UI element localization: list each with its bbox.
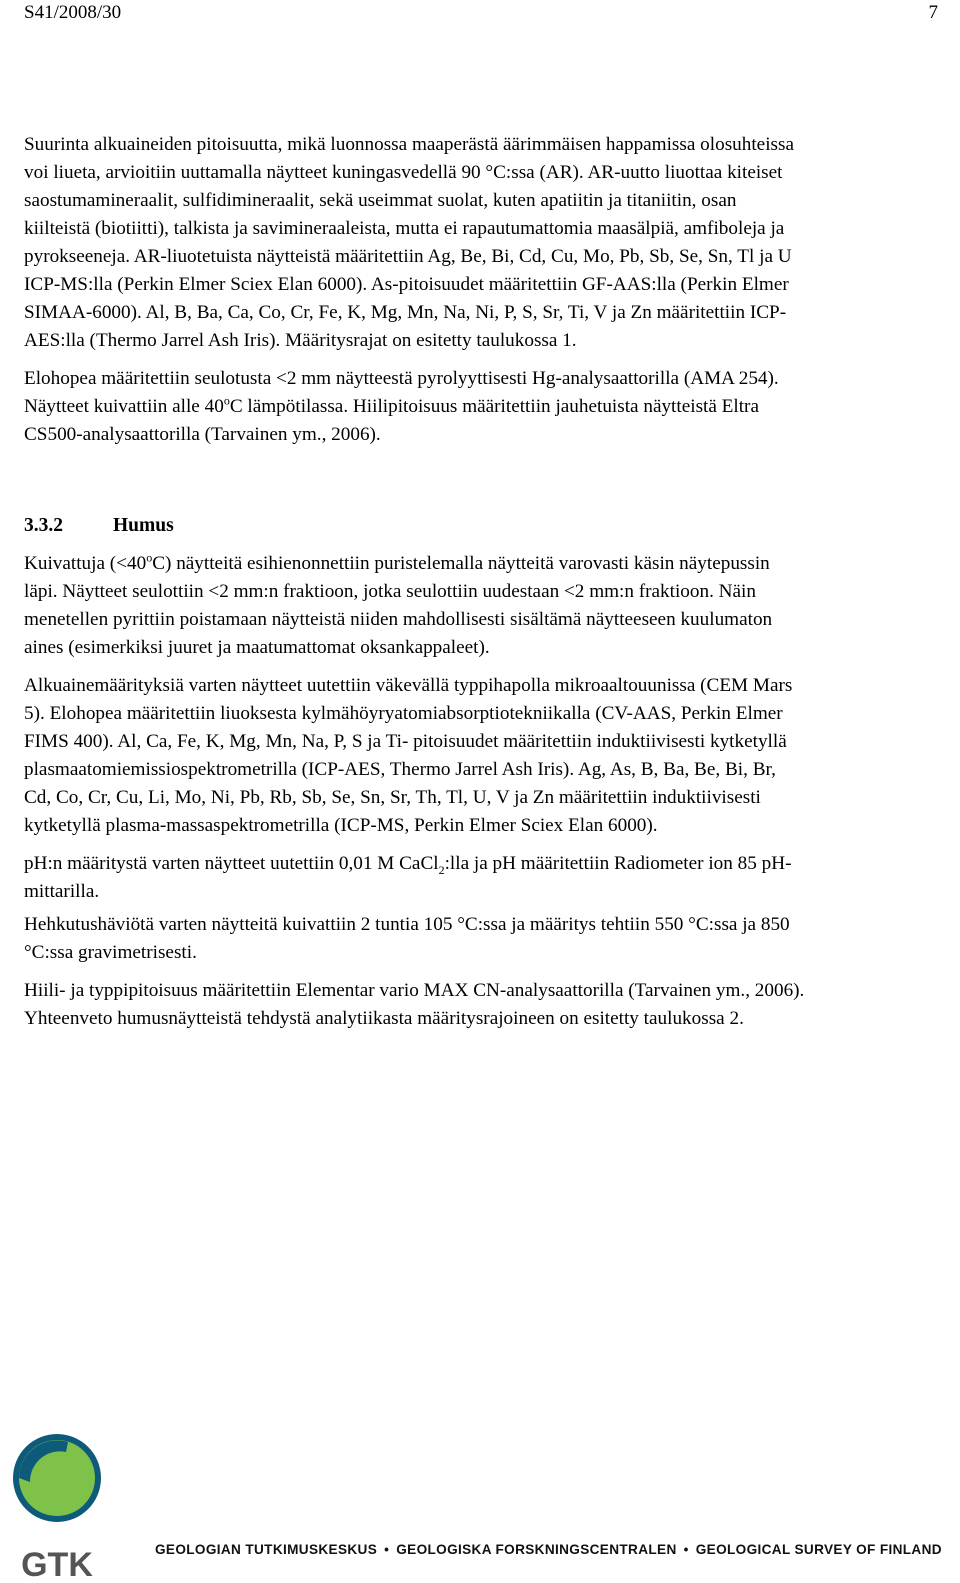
paragraph-carbon-nitrogen: Hiili- ja typpipitoisuus määritettiin Elementar vario MAX CN-analysaattorilla (Tarvainen ym., 2006). Yhteenveto humusnäytteistä tehdystä analytiikasta määritysrajoineen on esitetty taulukossa 2.: [24, 980, 805, 1029]
section-heading: [24, 511, 806, 541]
paragraph-loss-on-ignition: Hehkutushäviötä varten näytteitä kuivattiin 2 tuntia 105 °C:ssa ja määritys tehtiin 550 °C:ssa ja 850 °C:ssa gravimetrisesti.: [24, 914, 790, 963]
paragraph-aqua-regia: Suurinta alkuaineiden pitoisuutta, mikä luonnossa maaperästä äärimmäisen happamissa olosuhteissa voi liueta, arvioitiin uuttamalla näytteet kuningasvedellä 90 °C:ssa (AR). AR-uutto liuottaa kiteiset saostumamineraalit, sulfidimineraalit, sekä useimmat suolat, kuten apatiitin ja titaniitin, osan kiilteistä (biotiitti), talkista ja savimineraaleista, mutta ei rapautumattomia maasälpiä, amfiboleja ja pyrokseeneja. AR-liuotetuista näytteistä määritettiin Ag, Be, Bi, Cd, Cu, Mo, Pb, Sb, Se, Sn, Tl ja U ICP-MS:lla (Perkin Elmer Sciex Elan 6000). As-pitoisuudet määritettiin GF-AAS:lla (Perkin Elmer SIMAA-6000). Al, B, Ba, Ca, Co, Cr, Fe, K, Mg, Mn, Na, Ni, P, S, Sr, Ti, V ja Zn määritettiin ICP-AES:lla (Thermo Jarrel Ash Iris). Määritysrajat on esitetty taulukossa 1.: [24, 134, 794, 351]
page-header: [24, 0, 938, 26]
document-code: S41/2008/30: [24, 2, 122, 23]
separator-dot: •: [683, 1542, 689, 1557]
gtk-logo: [8, 1430, 106, 1580]
paragraph-ph: pH:n määritystä varten näytteet uutettiin 0,01 M CaCl$_2$:lla ja pH määritettiin Radiometer ion 85 pH-mittarilla.: [24, 853, 792, 902]
separator-dot: •: [384, 1542, 390, 1557]
page-footer: [0, 1430, 960, 1583]
org-name-finnish: GEOLOGIAN TUTKIMUSKESKUS: [155, 1542, 378, 1557]
document-body: [24, 131, 806, 1043]
organization-names: [155, 1542, 950, 1557]
page-number: 7: [928, 2, 938, 23]
paragraph-mercury-carbon: Elohopea määritettiin seulotusta <2 mm näytteestä pyrolyyttisesti Hg-analysaattorilla (AMA 254). Näytteet kuivattiin alle 40$^o$C lämpötilassa. Hiilipitoisuus määritettiin jauhetuista näytteistä Eltra CS500-analysaattorilla (Tarvainen ym., 2006).: [24, 368, 779, 445]
section-number: 3.3.2: [24, 515, 63, 536]
logo-text: GTK: [21, 1546, 93, 1580]
section-title: Humus: [113, 515, 174, 536]
paragraph-element-analysis: Alkuainemäärityksiä varten näytteet uutettiin väkevällä typpihapolla mikroaaltouunissa (CEM Mars 5). Elohopea määritettiin liuoksesta kylmähöyryatomiabsorptiotekniikalla (CV-AAS, Perkin Elmer FIMS 400). Al, Ca, Fe, K, Mg, Mn, Na, P, S ja Ti- pitoisuudet määritettiin induktiivisesti kytketyllä plasmaatomiemissiospektrometrilla (ICP-AES, Thermo Jarrel Ash Iris). Ag, As, B, Ba, Be, Bi, Br, Cd, Co, Cr, Cu, Li, Mo, Ni, Pb, Rb, Sb, Se, Sn, Sr, Th, Tl, U, V ja Zn määritettiin induktiivisesti kytketyllä plasma-massaspektrometrilla (ICP-MS, Perkin Elmer Sciex Elan 6000).: [24, 675, 793, 836]
paragraph-humus-prep: Kuivattuja $(<40^oC)$ näytteitä esihienonnettiin puristelemalla näytteitä varovasti käsin näytepussin läpi. Näytteet seulottiin <2 mm:n fraktioon, jotka seulottiin uudestaan <2 mm:n fraktioon. Näin menetellen pyrittiin poistamaan näytteistä niiden mahdollisesti sisältämä näytteeseen kuulumaton aines (esimerkiksi juuret ja maatumattomat oksankappaleet).: [24, 550, 773, 658]
org-name-swedish: GEOLOGISKA FORSKNINGSCENTRALEN: [396, 1542, 677, 1557]
org-name-english: GEOLOGICAL SURVEY OF FINLAND: [695, 1542, 942, 1557]
